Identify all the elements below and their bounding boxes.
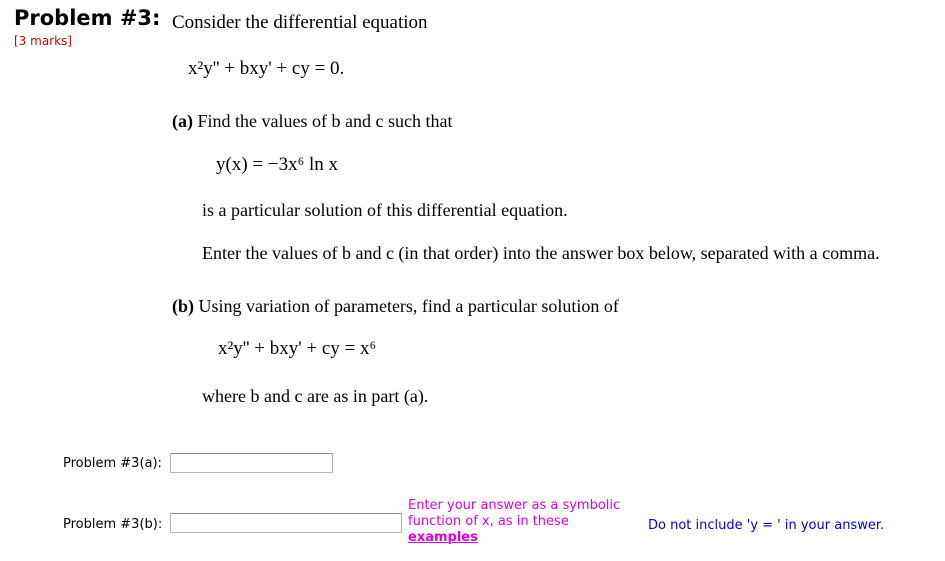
part-b-label: (b) xyxy=(172,296,194,316)
answer-b-label: Problem #3(b): xyxy=(63,517,163,532)
part-a-text: Find the values of b and c such that xyxy=(197,111,453,131)
part-b-text2: where b and c are as in part (a). xyxy=(202,386,429,406)
part-a-label: (a) xyxy=(172,111,193,131)
problem-title: Problem #3: xyxy=(14,6,161,30)
particular-solution-equation: y(x) = −3x⁶ ln x xyxy=(216,154,338,175)
answer-b-input[interactable] xyxy=(170,513,402,533)
nonhomogeneous-equation: x²y'' + bxy' + cy = x⁶ xyxy=(218,338,377,359)
part-b-text: Using variation of parameters, find a particular solution of xyxy=(198,296,619,316)
answer-hint-text: Enter your answer as a symbolic function of x, as in these xyxy=(408,498,621,529)
examples-link[interactable]: examples xyxy=(408,530,478,545)
part-b-prompt xyxy=(172,296,619,317)
answer-hint xyxy=(408,498,638,546)
part-a-prompt xyxy=(172,111,452,132)
part-a-instructions: Enter the values of b and c (in that order) into the answer box below, separated with a comma. xyxy=(202,243,880,263)
answer-note: Do not include 'y = ' in your answer. xyxy=(648,518,885,533)
main-equation: x²y'' + bxy' + cy = 0. xyxy=(188,58,345,79)
part-a-text2: is a particular solution of this differential equation. xyxy=(202,200,568,220)
answer-a-input[interactable] xyxy=(170,453,333,473)
marks-label: [3 marks] xyxy=(14,34,72,48)
answer-a-label: Problem #3(a): xyxy=(63,456,162,471)
problem-intro: Consider the differential equation xyxy=(172,12,428,33)
